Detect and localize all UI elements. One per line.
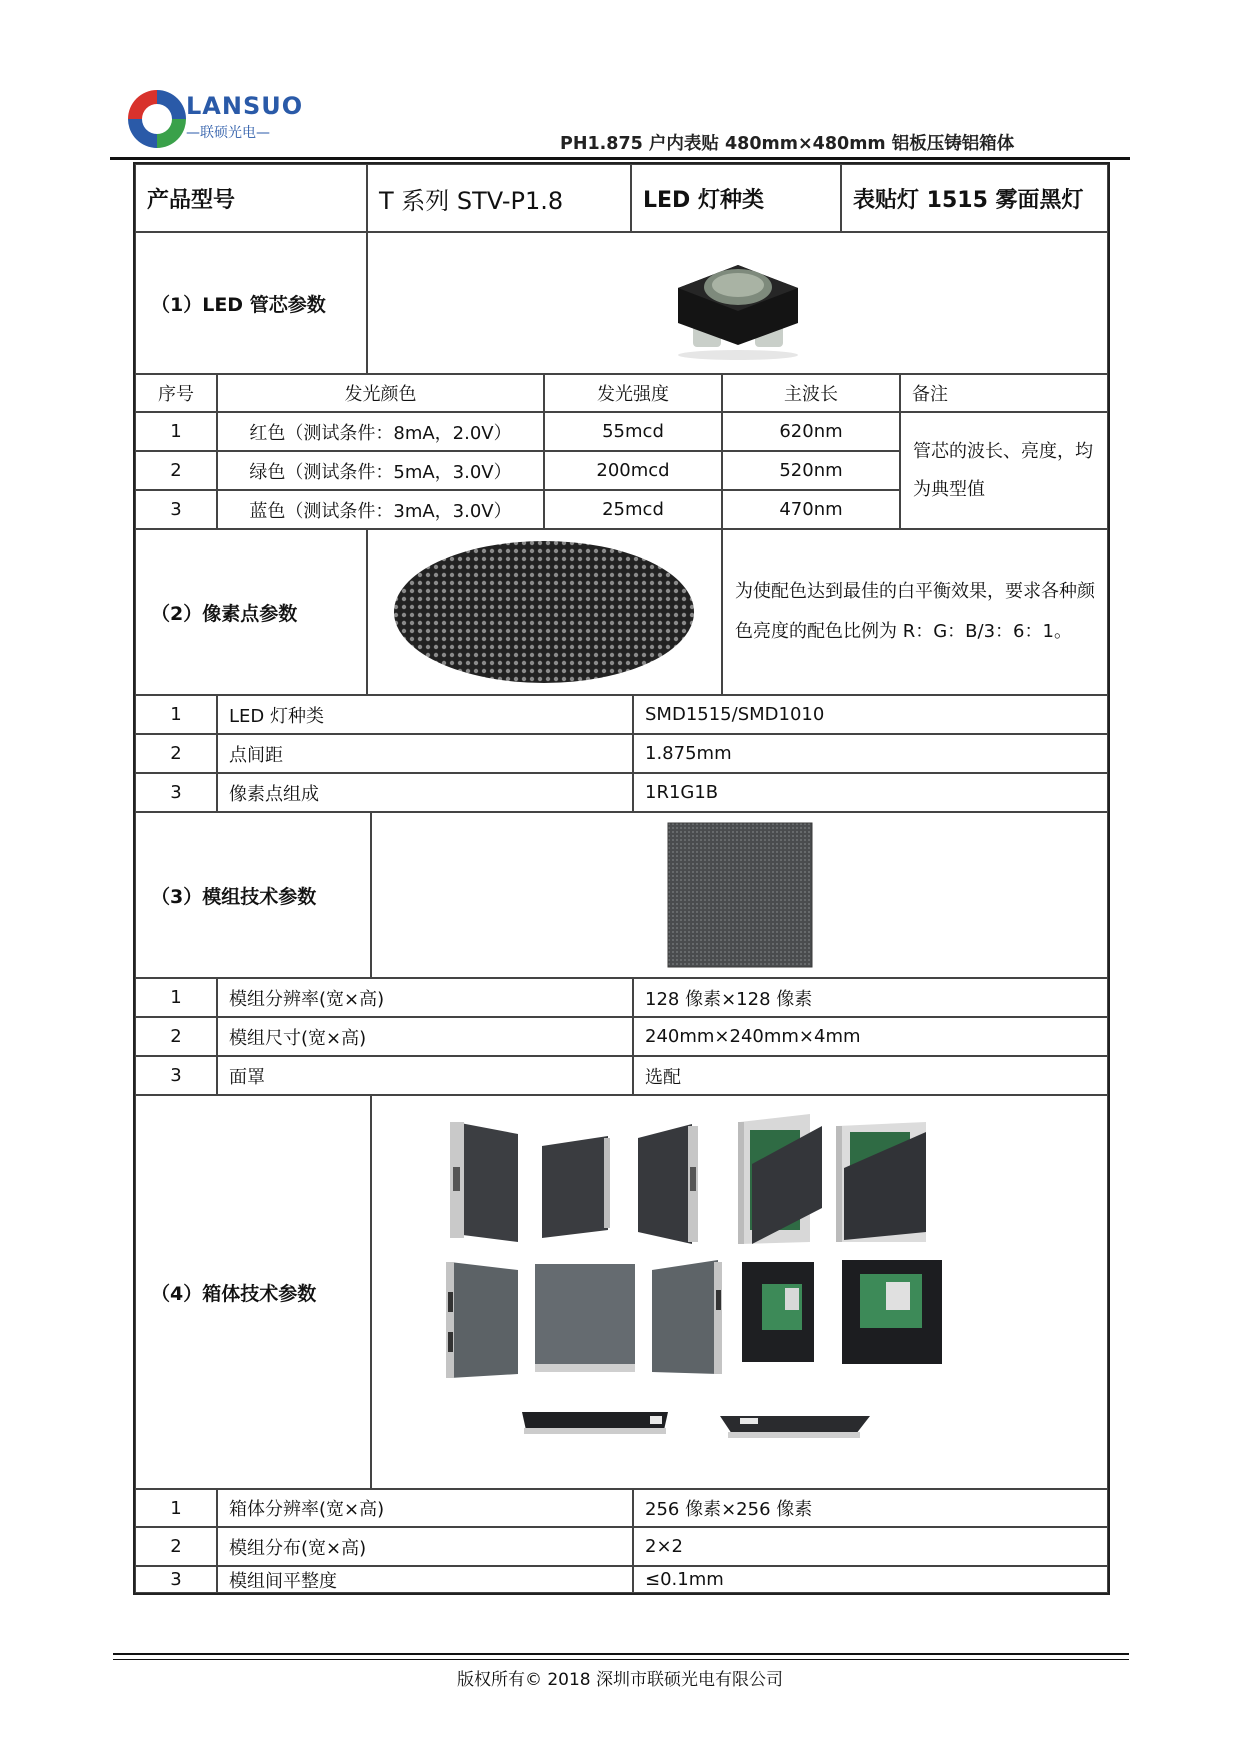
table-row-intensity: 55mcd	[544, 412, 722, 451]
table-row-no: 2	[135, 734, 217, 773]
cabinet-view-6	[446, 1262, 518, 1378]
col-header-no: 序号	[135, 374, 217, 412]
cabinet-view-2	[542, 1136, 610, 1238]
module-image	[667, 822, 813, 968]
col-header-wavelength: 主波长	[722, 374, 900, 412]
company-logo	[122, 84, 192, 154]
table-row-no: 2	[135, 1017, 217, 1056]
cabinet-view-7-back	[535, 1264, 635, 1372]
table-row-no: 1	[135, 695, 217, 734]
cabinet-view-4-open	[738, 1114, 822, 1244]
table-row-color: 红色（测试条件：8mA，2.0V）	[217, 412, 544, 451]
section4-title: （4）箱体技术参数	[135, 1095, 371, 1489]
cabinet-view-5-open	[836, 1122, 926, 1242]
cabinet-view-9-internal	[742, 1262, 814, 1362]
pixel-dot-image	[392, 539, 697, 685]
cabinet-view-8	[652, 1260, 722, 1374]
table-row-value: 1.875mm	[633, 734, 1108, 773]
table-row-intensity: 200mcd	[544, 451, 722, 490]
table-row-no: 3	[135, 1056, 217, 1095]
col-header-color: 发光颜色	[217, 374, 544, 412]
section2-image-cell	[367, 529, 722, 695]
section1-note: 管芯的波长、亮度，均为典型值	[900, 412, 1108, 529]
cabinet-view-3	[638, 1124, 698, 1244]
footer-rule-thin	[113, 1659, 1129, 1660]
col-header-intensity: 发光强度	[544, 374, 722, 412]
section1-title: （1）LED 管芯参数	[135, 232, 367, 374]
table-row-value: 选配	[633, 1056, 1108, 1095]
table-row-no: 1	[135, 1489, 217, 1527]
table-row-name: 模组间平整度	[217, 1566, 633, 1593]
cabinet-view-10-internal	[842, 1260, 942, 1364]
table-row-no: 3	[135, 773, 217, 812]
table-row-no: 1	[135, 412, 217, 451]
product-model-value: T 系列 STV-P1.8	[367, 164, 631, 232]
table-row-value: 2×2	[633, 1527, 1108, 1566]
section1-image-cell	[367, 232, 1108, 374]
section4-image-cell	[371, 1095, 1108, 1489]
table-row-name: 点间距	[217, 734, 633, 773]
table-row-value: 1R1G1B	[633, 773, 1108, 812]
table-row-value: 128 像素×128 像素	[633, 978, 1108, 1017]
table-row-no: 1	[135, 978, 217, 1017]
footer-rule	[113, 1653, 1129, 1655]
col-header-note: 备注	[900, 374, 1108, 412]
led-type-label: LED 灯种类	[631, 164, 841, 232]
table-row-value: 256 像素×256 像素	[633, 1489, 1108, 1527]
cabinet-images	[440, 1112, 1040, 1472]
table-row-value: 240mm×240mm×4mm	[633, 1017, 1108, 1056]
cabinet-edge-view-1	[522, 1412, 668, 1434]
table-row-name: 面罩	[217, 1056, 633, 1095]
table-row-name: 箱体分辨率(宽×高)	[217, 1489, 633, 1527]
table-row-value: ≤0.1mm	[633, 1566, 1108, 1593]
table-row-name: LED 灯种类	[217, 695, 633, 734]
logo-text: LANSUO	[186, 92, 304, 120]
cabinet-edge-view-2	[720, 1416, 870, 1438]
spec-table	[133, 162, 1110, 1595]
product-model-label: 产品型号	[135, 164, 367, 232]
table-row-no: 2	[135, 451, 217, 490]
table-row-no: 2	[135, 1527, 217, 1566]
section3-title: （3）模组技术参数	[135, 812, 371, 978]
table-row-color: 蓝色（测试条件：3mA，3.0V）	[217, 490, 544, 529]
table-row-intensity: 25mcd	[544, 490, 722, 529]
table-row-wavelength: 470nm	[722, 490, 900, 529]
document-title: PH1.875 户内表贴 480mm×480mm 铝板压铸铝箱体	[560, 134, 1015, 154]
section2-title: （2）像素点参数	[135, 529, 367, 695]
logo-subtitle: —联硕光电—	[186, 125, 270, 141]
table-row-color: 绿色（测试条件：5mA，3.0V）	[217, 451, 544, 490]
header-rule	[110, 157, 1130, 160]
section2-description: 为使配色达到最佳的白平衡效果，要求各种颜色亮度的配色比例为 R：G：B/3：6：1。	[722, 529, 1108, 695]
table-row-wavelength: 520nm	[722, 451, 900, 490]
copyright-text: 版权所有© 2018 深圳市联硕光电有限公司	[456, 1670, 784, 1690]
smd-led-chip-image	[663, 243, 813, 363]
table-row-value: SMD1515/SMD1010	[633, 695, 1108, 734]
section3-image-cell	[371, 812, 1108, 978]
table-row-name: 模组尺寸(宽×高)	[217, 1017, 633, 1056]
table-row-wavelength: 620nm	[722, 412, 900, 451]
cabinet-view-1	[450, 1122, 518, 1242]
table-row-name: 模组分布(宽×高)	[217, 1527, 633, 1566]
table-row-name: 像素点组成	[217, 773, 633, 812]
table-row-name: 模组分辨率(宽×高)	[217, 978, 633, 1017]
table-row-no: 3	[135, 1566, 217, 1593]
led-type-value: 表贴灯 1515 雾面黑灯	[841, 164, 1108, 232]
table-row-no: 3	[135, 490, 217, 529]
